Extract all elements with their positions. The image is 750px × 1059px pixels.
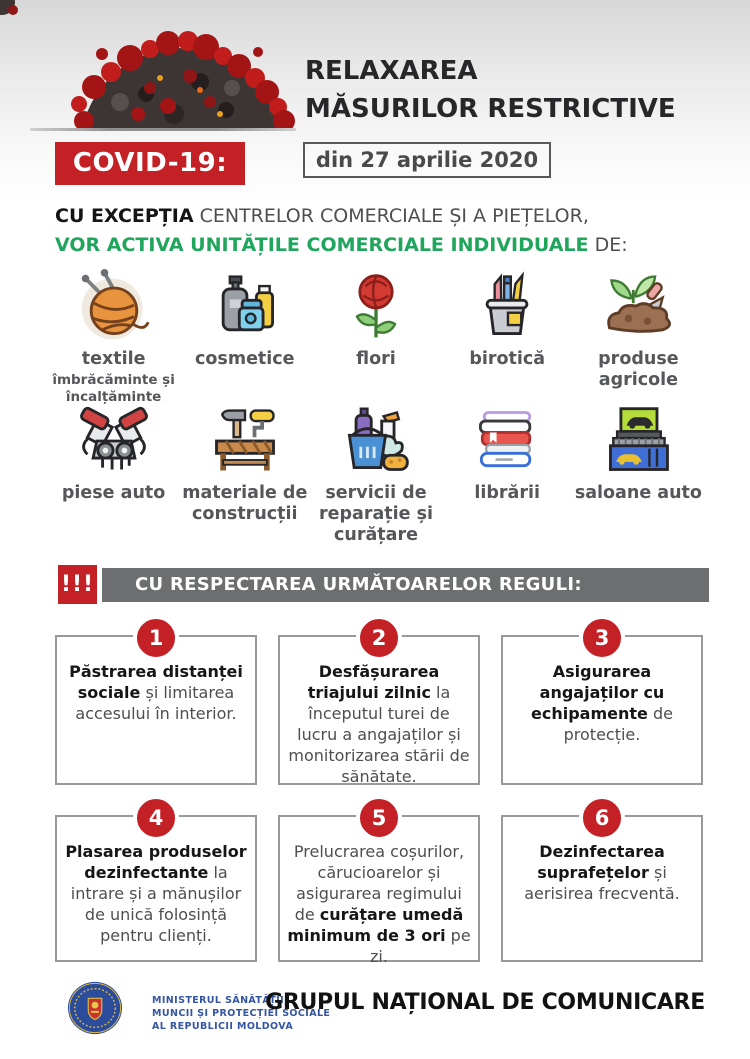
- intro-line1: CU EXCEPȚIA CENTRELOR COMERCIALE ȘI A PIEȚELOR,: [55, 205, 589, 227]
- rule-text: Păstrarea distanței sociale și limitarea accesului în interior.: [69, 662, 243, 723]
- page-title-line1: RELAXAREA: [305, 56, 478, 86]
- category-label: textile: [81, 349, 146, 369]
- intro-text: [55, 202, 628, 260]
- rule-number-badge: 1: [133, 615, 179, 661]
- ministry-line1: MINISTERUL SĂNĂTĂȚII,: [152, 995, 289, 1006]
- ministry-line3: AL REPUBLICII MOLDOVA: [152, 1021, 294, 1032]
- rules-banner: CU RESPECTAREA URMĂTOARELOR REGULI:: [102, 568, 709, 602]
- rule-text: Plasarea produselor dezinfectante la intrare și a mănușilor de unică folosință pentru clienți.: [65, 842, 247, 945]
- page-title: [305, 52, 676, 128]
- construction-icon: [179, 400, 310, 482]
- category-label: servicii de reparație și curățare: [318, 483, 433, 545]
- footer-title: GRUPUL NAȚIONAL DE COMUNICARE: [265, 990, 705, 1015]
- agriculture-icon: [573, 266, 704, 348]
- rule-number-badge: 3: [579, 615, 625, 661]
- category-piese-auto: [48, 400, 179, 546]
- rule-card-2: [278, 626, 480, 786]
- rule-card-5: [278, 806, 480, 966]
- covid-badge: COVID-19:: [55, 142, 245, 185]
- category-label: produse agricole: [598, 349, 679, 390]
- rule-card-3: [501, 626, 703, 785]
- category-label: librării: [474, 483, 540, 503]
- stationery-icon: [442, 266, 573, 348]
- rule-card-1: [55, 626, 257, 785]
- rule-card-6: [501, 806, 703, 962]
- category-cosmetice: [179, 266, 310, 400]
- cosmetics-icon: [179, 266, 310, 348]
- category-servicii-reparatie: [310, 400, 441, 546]
- category-materiale-constructii: [179, 400, 310, 546]
- category-label: piese auto: [61, 483, 166, 503]
- category-produse-agricole: [573, 266, 704, 400]
- books-icon: [442, 400, 573, 482]
- alert-badge: !!!: [58, 565, 97, 604]
- category-label: flori: [356, 349, 396, 369]
- engine-icon: [48, 400, 179, 482]
- rule-number-badge: 2: [356, 615, 402, 661]
- rule-text: Asigurarea angajaților cu echipamente de protecție.: [531, 662, 673, 744]
- category-label: cosmetice: [195, 349, 295, 369]
- cleaning-icon: [310, 400, 441, 482]
- category-flori: [310, 266, 441, 400]
- rule-number-badge: 4: [133, 795, 179, 841]
- yarn-icon: [48, 266, 179, 348]
- rule-number-badge: 5: [356, 795, 402, 841]
- category-sublabel: îmbrăcăminte și încalțăminte: [52, 372, 175, 405]
- rules-grid: [55, 626, 703, 966]
- category-textile: [48, 266, 179, 405]
- category-label: birotică: [469, 349, 546, 369]
- virus-shadow-line: [30, 128, 296, 131]
- category-saloane-auto: [573, 400, 704, 546]
- page-title-line2: MĂSURILOR RESTRICTIVE: [305, 94, 676, 124]
- category-grid: [48, 266, 704, 546]
- car-showroom-icon: [573, 400, 704, 482]
- coronavirus-fragment-icon: [0, 0, 40, 44]
- rule-text: Prelucrarea coșurilor, cărucioarelor și asigurarea regimului de curățare umedă minimum de 3 ori pe zi.: [287, 842, 471, 966]
- ministry-seal-icon: [66, 980, 124, 1040]
- rose-icon: [310, 266, 441, 348]
- rule-text: Desfășurarea triajului zilnic la începutul turei de lucru a angajaților și monitorizarea stării de sănătate.: [288, 662, 470, 786]
- category-librarii: [442, 400, 573, 546]
- ministry-line2: MUNCII ȘI PROTECȚIEI SOCIALE: [152, 1008, 331, 1019]
- coronavirus-icon: [50, 18, 315, 134]
- rule-text: Dezinfectarea suprafețelor și aerisirea frecventă.: [524, 842, 680, 903]
- rule-card-4: [55, 806, 257, 962]
- rule-number-badge: 6: [579, 795, 625, 841]
- intro-line2: VOR ACTIVA UNITĂȚILE COMERCIALE INDIVIDUALE DE:: [55, 234, 628, 256]
- date-box: din 27 aprilie 2020: [303, 142, 551, 178]
- category-label: saloane auto: [574, 483, 702, 503]
- category-birotica: [442, 266, 573, 400]
- category-label: materiale de construcții: [182, 483, 308, 524]
